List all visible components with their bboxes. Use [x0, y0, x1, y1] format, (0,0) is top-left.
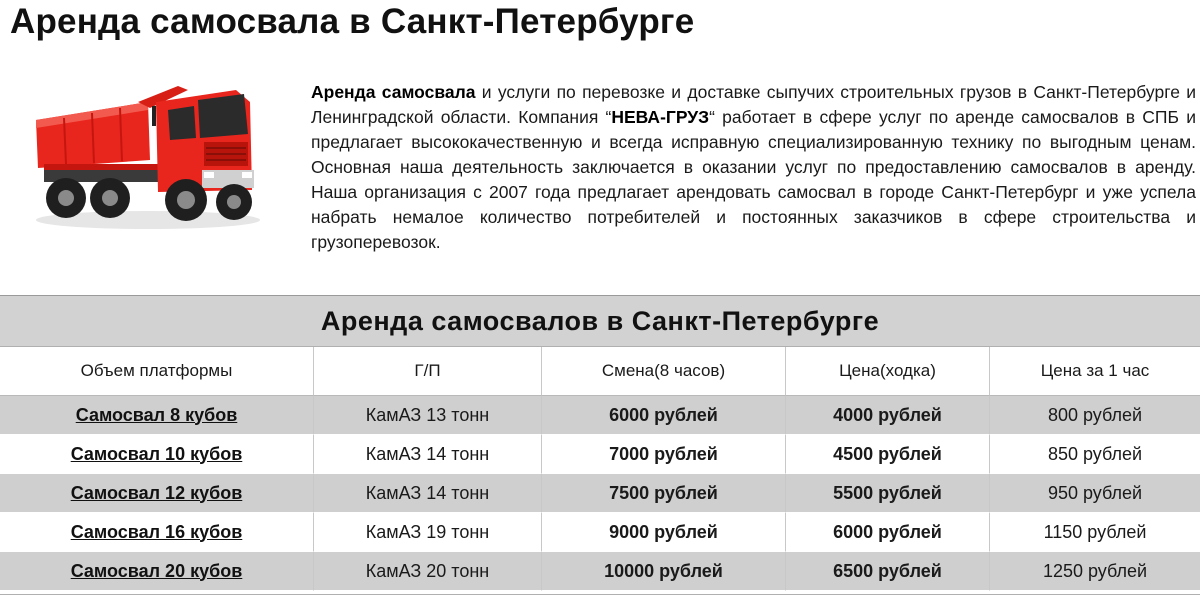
gp-cell: КамАЗ 14 тонн	[314, 435, 542, 474]
model-cell	[0, 474, 314, 513]
header-gp: Г/П	[314, 347, 542, 396]
intro-text-1: и услуги по перевозке и доставке сыпучих строительных грузов в Санкт-Петербурге и Ленинградской области. Компания “	[311, 82, 1196, 127]
gp-cell: КамАЗ 20 тонн	[314, 552, 542, 591]
table-row	[0, 474, 1200, 513]
model-link[interactable]: Самосвал 20 кубов	[70, 560, 243, 581]
intro-company: НЕВА-ГРУЗ	[611, 107, 710, 127]
table-row	[0, 435, 1200, 474]
table-row	[0, 513, 1200, 552]
table-caption: Аренда самосвалов в Санкт-Петербурге	[0, 296, 1200, 347]
trip-price-cell: 6000 рублей	[786, 513, 990, 552]
model-cell	[0, 552, 314, 591]
model-cell	[0, 396, 314, 435]
header-hour: Цена за 1 час	[990, 347, 1200, 396]
intro-lead: Аренда самосвала	[311, 82, 476, 102]
trip-price-cell: 4000 рублей	[786, 396, 990, 435]
model-cell	[0, 513, 314, 552]
price-table	[0, 347, 1200, 591]
divider	[0, 594, 1200, 595]
hour-price-cell: 800 рублей	[990, 396, 1200, 435]
model-link[interactable]: Самосвал 12 кубов	[70, 482, 243, 503]
shift-price-cell: 7500 рублей	[542, 474, 786, 513]
shift-price-cell: 6000 рублей	[542, 396, 786, 435]
hour-price-cell: 1150 рублей	[990, 513, 1200, 552]
model-link[interactable]: Самосвал 8 кубов	[75, 404, 238, 425]
gp-cell: КамАЗ 14 тонн	[314, 474, 542, 513]
model-link[interactable]: Самосвал 16 кубов	[70, 521, 243, 542]
trip-price-cell: 4500 рублей	[786, 435, 990, 474]
shift-price-cell: 10000 рублей	[542, 552, 786, 591]
table-row	[0, 552, 1200, 591]
header-platform: Объем платформы	[0, 347, 314, 396]
table-header-row	[0, 347, 1200, 396]
intro-text-2: “ работает в сфере услуг по аренде самосвалов в СПБ и предлагает высококачественную и всегда исправную специализированную технику по выгодным ценам. Основная наша деятельность заключается в оказании услуг по предоставлению самосвалов в аренду. Наша организация с 2007 года предлагает арендовать самосвал в городе Санкт-Петербург и уже успела набрать немалое количество потребителей и постоянных заказчиков в сфере строительства и грузоперевозок.	[311, 107, 1196, 252]
header-trip: Цена(ходка)	[786, 347, 990, 396]
shift-price-cell: 7000 рублей	[542, 435, 786, 474]
trip-price-cell: 6500 рублей	[786, 552, 990, 591]
table-row	[0, 396, 1200, 435]
trip-price-cell: 5500 рублей	[786, 474, 990, 513]
model-cell	[0, 435, 314, 474]
header-shift: Смена(8 часов)	[542, 347, 786, 396]
hour-price-cell: 1250 рублей	[990, 552, 1200, 591]
hour-price-cell: 950 рублей	[990, 474, 1200, 513]
intro-paragraph	[311, 80, 1196, 255]
gp-cell: КамАЗ 19 тонн	[314, 513, 542, 552]
price-table-section	[0, 295, 1200, 596]
shift-price-cell: 9000 рублей	[542, 513, 786, 552]
model-link[interactable]: Самосвал 10 кубов	[70, 443, 243, 464]
gp-cell: КамАЗ 13 тонн	[314, 396, 542, 435]
page-title: Аренда самосвала в Санкт-Петербурге	[10, 2, 695, 41]
dump-truck-image	[28, 72, 268, 242]
hour-price-cell: 850 рублей	[990, 435, 1200, 474]
